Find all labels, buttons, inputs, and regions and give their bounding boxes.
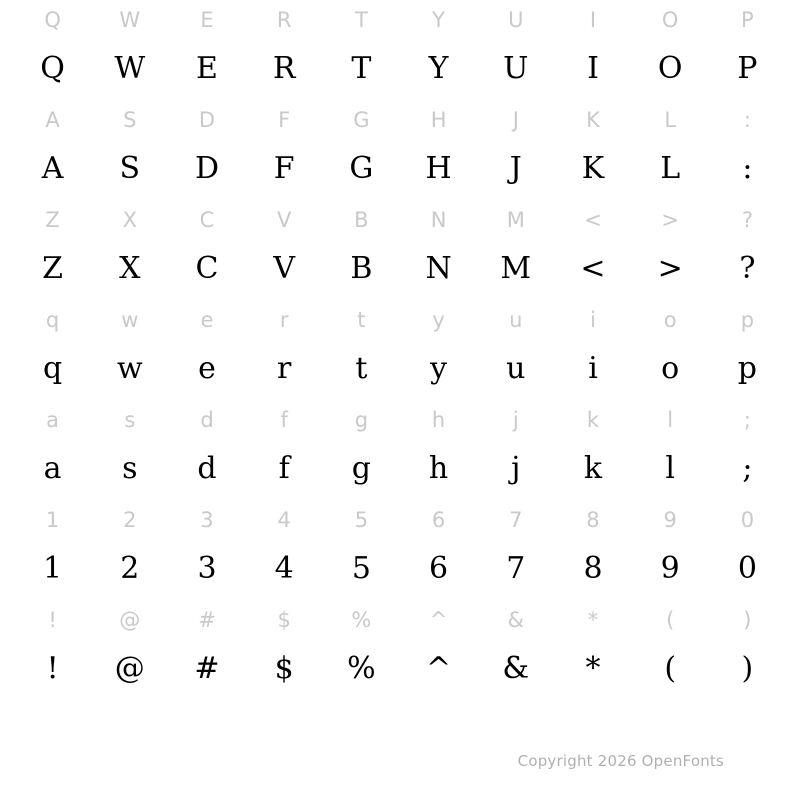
keycap-label: X [122, 208, 137, 232]
glyph-cell: H [425, 151, 452, 186]
glyph-cell: 8 [583, 551, 603, 586]
glyph-cell: 1 [43, 551, 63, 586]
keycap-label: T [354, 8, 368, 32]
glyph-cell: ^ [426, 651, 452, 686]
glyph-cell: < [580, 251, 606, 286]
glyph-cell: r [277, 351, 292, 386]
keycap-label: U [508, 8, 524, 32]
keycap-label: M [506, 208, 525, 232]
glyph-cell: ; [742, 451, 753, 486]
glyph-cell: $ [274, 651, 294, 686]
glyph-cell: d [197, 451, 217, 486]
keycap-label: Z [45, 208, 60, 232]
keycap-label: G [353, 108, 370, 132]
keycap-label: y [432, 308, 445, 332]
glyph-cell: u [506, 351, 526, 386]
glyph-cell: 5 [351, 551, 371, 586]
glyph-cell: S [119, 151, 141, 186]
keycap-label: ^ [429, 608, 448, 632]
glyph-cell: h [428, 451, 449, 486]
keycap-label: Q [44, 8, 61, 32]
keycap-label: R [276, 8, 292, 32]
keycap-label: w [121, 308, 139, 332]
keycap-label: f [280, 408, 288, 432]
glyph-cell: % [347, 651, 376, 686]
keycap-label: D [198, 108, 216, 132]
keycap-label: ( [666, 608, 675, 632]
keycap-label: h [431, 408, 446, 432]
keycap-label: ) [743, 608, 752, 632]
keycap-label: o [663, 308, 677, 332]
glyph-cell: s [122, 451, 138, 486]
glyph-cell: t [355, 351, 368, 386]
glyph-cell: @ [114, 651, 145, 686]
glyph-cell: & [502, 651, 530, 686]
keycap-label: ! [48, 608, 57, 632]
keycap-label: # [198, 608, 216, 632]
keycap-label: 6 [431, 508, 446, 532]
keycap-label: p [740, 308, 755, 332]
glyph-cell: 9 [660, 551, 680, 586]
keycap-label: V [277, 208, 292, 232]
glyph-cell: i [588, 351, 598, 386]
glyph-cell: E [196, 51, 218, 86]
glyph-cell: > [657, 251, 683, 286]
glyph-cell: B [350, 251, 373, 286]
keycap-label: q [45, 308, 60, 332]
glyph-cell: ) [741, 651, 754, 686]
keycap-label: 1 [45, 508, 60, 532]
glyph-cell: 2 [120, 551, 140, 586]
glyph-cell: ( [664, 651, 677, 686]
glyph-cell: Z [42, 251, 64, 286]
glyph-cell: Y [428, 51, 449, 86]
glyph-cell: y [430, 351, 448, 386]
keycap-label: 5 [354, 508, 369, 532]
glyph-cell: D [194, 151, 220, 186]
keycap-label: u [509, 308, 523, 332]
glyph-cell: 0 [737, 551, 757, 586]
keycap-label: L [664, 108, 677, 132]
keycap-label: A [45, 108, 60, 132]
glyph-cell: p [737, 351, 757, 386]
keycap-label: Y [432, 8, 445, 32]
keycap-label: 0 [740, 508, 755, 532]
keycap-label: J [512, 108, 519, 132]
glyph-cell: T [351, 51, 372, 86]
glyph-cell: 7 [506, 551, 526, 586]
glyph-cell: L [660, 151, 681, 186]
keycap-label: r [279, 308, 289, 332]
keycap-label: $ [277, 608, 291, 632]
keycap-label: k [586, 408, 600, 432]
glyph-cell: f [278, 451, 290, 486]
glyph-cell: P [737, 51, 758, 86]
glyph-cell: C [195, 251, 219, 286]
glyph-cell: e [198, 351, 216, 386]
glyph-cell: o [661, 351, 680, 386]
glyph-cell: M [500, 251, 532, 286]
keycap-label: & [507, 608, 524, 632]
keycap-label: j [512, 408, 519, 432]
keycap-label: S [123, 108, 137, 132]
keycap-label: a [46, 408, 60, 432]
keycap-label: ? [741, 208, 753, 232]
keycap-label: * [587, 608, 599, 632]
keycap-label: 4 [277, 508, 291, 532]
glyph-cell: 3 [197, 551, 217, 586]
keycap-label: ; [743, 408, 751, 432]
keycap-label: O [661, 8, 679, 32]
copyright-notice: Copyright 2026 OpenFonts [517, 752, 724, 770]
keycap-label: e [200, 308, 214, 332]
glyph-cell: l [665, 451, 675, 486]
keycap-label: N [430, 208, 447, 232]
glyph-cell: G [349, 151, 374, 186]
keycap-label: P [741, 8, 754, 32]
glyph-cell: 6 [429, 551, 449, 586]
keycap-label: E [200, 8, 214, 32]
keycap-label: 8 [586, 508, 600, 532]
glyph-cell: K [581, 151, 605, 186]
keycap-label: g [354, 408, 369, 432]
glyph-cell: J [509, 151, 522, 186]
glyph-cell: # [194, 651, 220, 686]
glyph-cell: V [273, 251, 296, 286]
glyph-cell: k [583, 451, 603, 486]
keycap-label: i [590, 308, 596, 332]
keycap-label: B [354, 208, 369, 232]
glyph-cell: w [116, 351, 143, 386]
keycap-label: s [124, 408, 136, 432]
glyph-cell: X [119, 251, 141, 286]
glyph-cell: F [273, 151, 295, 186]
glyph-cell: a [43, 451, 62, 486]
keycap-label: 3 [200, 508, 214, 532]
glyph-cell: N [425, 251, 452, 286]
keycap-label: 2 [123, 508, 137, 532]
keycap-label: l [667, 408, 674, 432]
glyph-cell: W [114, 51, 146, 86]
glyph-cell: 4 [274, 551, 294, 586]
glyph-cell: ? [739, 251, 756, 286]
keycap-label: @ [119, 608, 141, 632]
glyph-cell: O [657, 51, 683, 86]
keycap-label: > [661, 208, 679, 232]
keycap-label: 9 [663, 508, 677, 532]
glyph-cell: j [511, 451, 521, 486]
glyph-cell: g [351, 451, 371, 486]
keycap-label: F [278, 108, 291, 132]
glyph-cell: * [585, 651, 601, 686]
keycap-label: 7 [509, 508, 523, 532]
keycap-label: % [351, 608, 372, 632]
glyph-cell: R [272, 51, 296, 86]
keycap-label: t [357, 308, 366, 332]
glyph-cell: Q [40, 51, 65, 86]
keycap-label: C [199, 208, 215, 232]
glyph-cell: : [742, 151, 753, 186]
glyph-cell: ! [46, 651, 59, 686]
keycap-label: K [586, 108, 600, 132]
keycap-label: : [743, 108, 751, 132]
keycap-label: W [119, 8, 141, 32]
keycap-label: I [589, 8, 597, 32]
keycap-label: d [200, 408, 214, 432]
keycap-label: H [430, 108, 447, 132]
keycap-label: < [584, 208, 602, 232]
glyph-cell: U [503, 51, 529, 86]
glyph-cell: I [587, 51, 599, 86]
glyph-cell: q [42, 351, 63, 386]
glyph-cell: A [41, 151, 64, 186]
